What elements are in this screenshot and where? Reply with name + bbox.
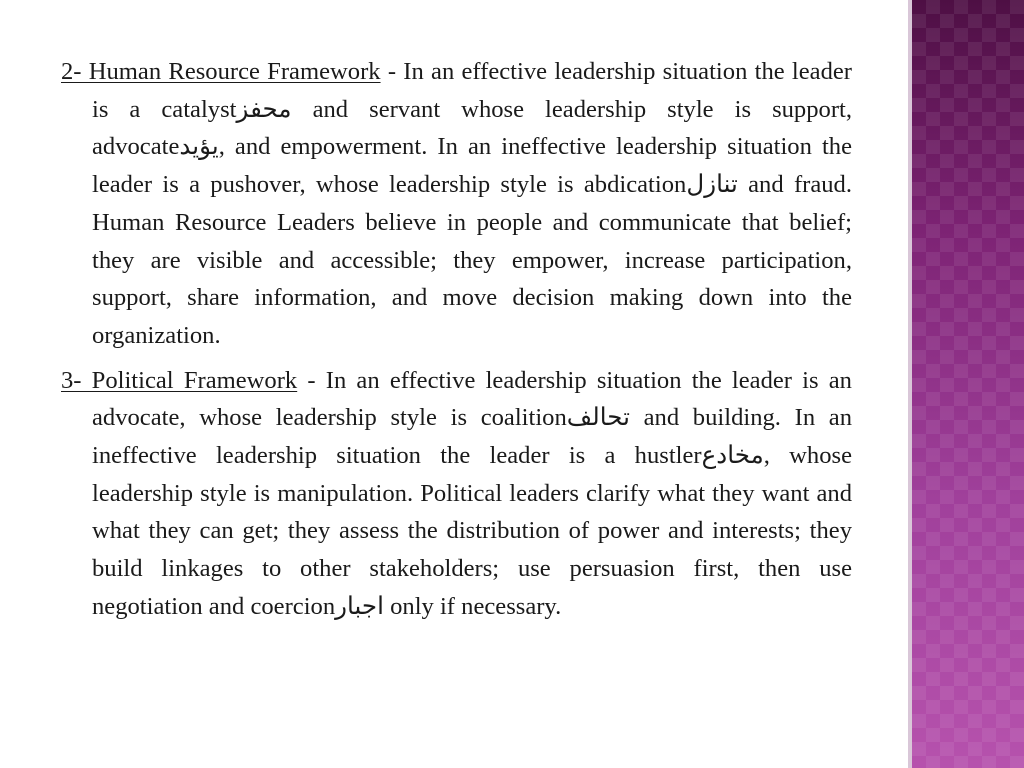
arabic-term-advocate: يؤيد [179, 133, 219, 161]
decorative-sidebar [912, 0, 1024, 768]
text-segment: , and empowerment. In an ineffective leadership situation the leader is a pushover, whose leadership style is abdication [92, 133, 852, 199]
text-segment: and fraud. Human Resource Leaders believe in people and communicate that belief; they are visible and accessible; they empower, increase participation, support, share information, and move decision making down into the organization. [92, 171, 852, 349]
heading-human-resource-framework: 2- Human Resource Framework [61, 58, 381, 85]
text-segment: , whose leadership style is manipulation. Political leaders clarify what they want and what they can get; they assess the distribution of power and interests; they build linkages to other stakeholders; use persuasion first, then use negotiation and coercion [92, 442, 853, 620]
text-segment: - In an effective leadership situation the leader is an advocate, whose leadership style is coalition [92, 366, 852, 432]
arabic-term-hustler: مخادع [701, 442, 764, 470]
arabic-term-abdication: تنازل [686, 171, 738, 199]
paragraph-political-framework [61, 362, 852, 626]
text-segment: only if necessary. [383, 592, 562, 620]
text-segment: and servant whose leadership style is support, advocate [92, 95, 852, 161]
text-segment: - In an effective leadership situation the leader is a catalyst [92, 58, 852, 123]
paragraph-human-resource-framework [61, 53, 852, 355]
arabic-term-catalyst: محفز [236, 95, 292, 123]
heading-political-framework: 3- Political Framework [61, 366, 298, 394]
arabic-term-coercion: اجبار [335, 592, 384, 620]
text-segment: and building. In an ineffective leadership situation the leader is a hustler [92, 404, 853, 470]
slide-body [61, 53, 852, 626]
arabic-term-coalition: تحالف [566, 404, 630, 432]
